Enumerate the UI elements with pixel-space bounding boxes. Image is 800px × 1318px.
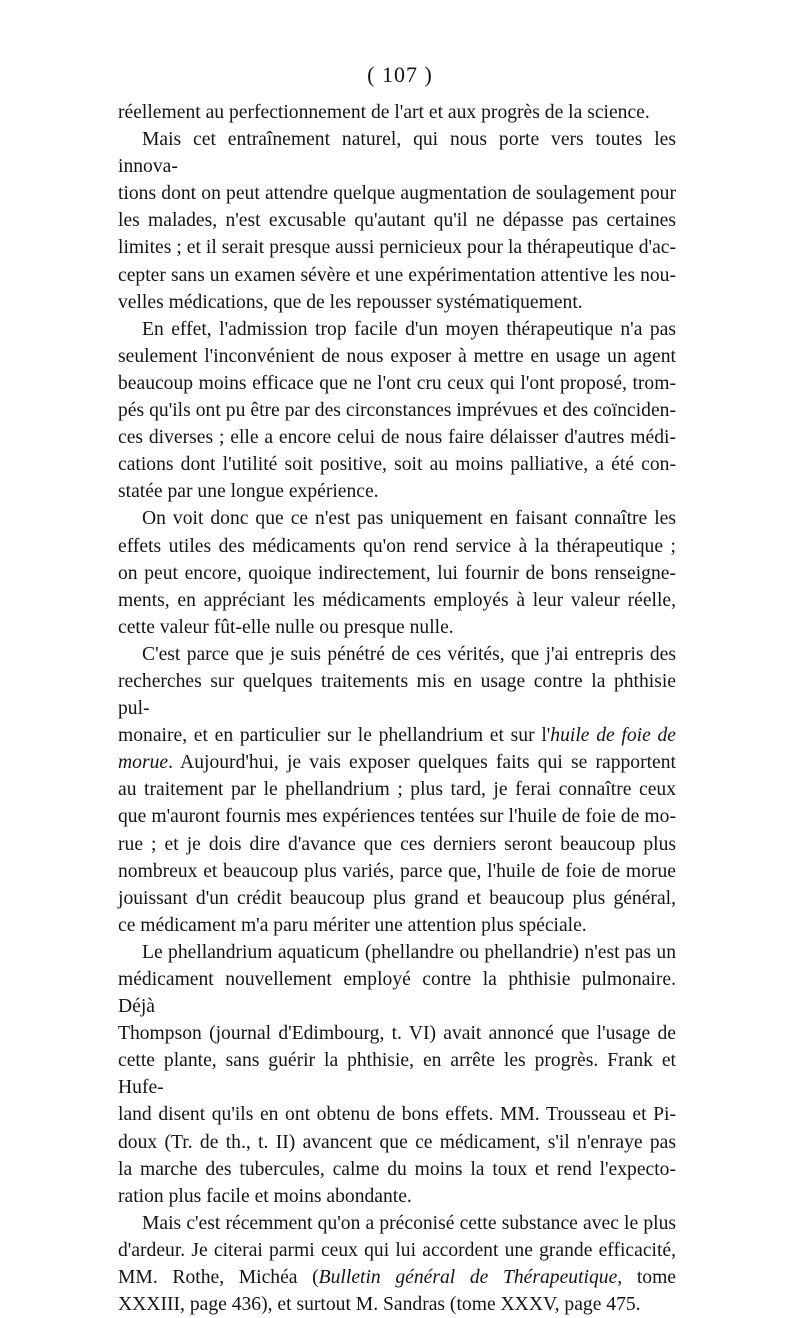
text-line: ments, en appréciant les médicaments employés à leur valeur réelle, — [118, 589, 676, 611]
text-line: cations dont l'utilité soit positive, soit au moins palliative, a été con- — [118, 454, 676, 476]
text-line: nombreux et beaucoup plus variés, parce que, l'huile de foie de morue — [118, 860, 676, 882]
paragraph — [118, 505, 676, 640]
paragraph — [118, 99, 676, 126]
text-line: effets utiles des médicaments qu'on rend service à la thérapeutique ; — [118, 535, 676, 557]
text-line: tions dont on peut attendre quelque augmentation de soulagement pour — [118, 183, 676, 205]
text-line: la marche des tubercules, calme du moins la toux et rend l'expecto- — [118, 1158, 676, 1180]
text-line: recherches sur quelques traitements mis en usage contre la phthisie pul- — [118, 670, 676, 720]
text-line: au traitement par le phellandrium ; plus tard, je ferai connaître ceux — [118, 779, 676, 801]
text-line: MM. Rothe, Michéa (Bulletin général de Thérapeutique, tome — [118, 1267, 677, 1289]
text-line: cepter sans un examen sévère et une expérimentation attentive les nou- — [118, 264, 676, 286]
paragraph — [118, 316, 676, 506]
text-line: rue ; et je dois dire d'avance que ces derniers seront beaucoup plus — [118, 833, 676, 855]
text-line: Le phellandrium aquaticum (phellandre ou phellandrie) n'est pas un — [142, 941, 676, 963]
paragraph — [118, 126, 676, 316]
text-line: monaire, et en particulier sur le phellandrium et sur l'huile de foie de — [118, 725, 676, 747]
text-line: Mais c'est récemment qu'on a préconisé cette substance avec le plus — [142, 1212, 676, 1234]
paragraph — [118, 1210, 676, 1318]
text-line: on peut encore, quoique indirectement, lui fournir de bons renseigne- — [118, 562, 676, 584]
text-line: beaucoup moins efficace que ne l'ont cru ceux qui l'ont proposé, trom- — [118, 372, 676, 394]
text-line: land disent qu'ils en ont obtenu de bons effets. MM. Trousseau et Pi- — [118, 1104, 676, 1126]
text-line: réellement au perfectionnement de l'art et aux progrès de la science. — [118, 102, 650, 123]
text-line: cette plante, sans guérir la phthisie, en arrête les progrès. Frank et Hufe- — [118, 1050, 676, 1099]
text-line: Thompson (journal d'Edimbourg, t. VI) avait annoncé que l'usage de — [118, 1023, 676, 1045]
text-line: On voit donc que ce n'est pas uniquement en faisant connaître les — [142, 508, 676, 530]
text-line: cette valeur fût-elle nulle ou presque nulle. — [118, 616, 454, 638]
text-line: ration plus facile et moins abondante. — [118, 1185, 412, 1207]
paragraph — [118, 939, 676, 1210]
text-line: d'ardeur. Je citerai parmi ceux qui lui accordent une grande efficacité, — [118, 1239, 676, 1261]
text-line: seulement l'inconvénient de nous exposer à mettre en usage un agent — [118, 345, 676, 367]
text-line: médicament nouvellement employé contre la phthisie pulmonaire. Déjà — [118, 969, 676, 1018]
text-line: ce médicament m'a paru mériter une attention plus spéciale. — [118, 914, 587, 936]
text-line: les malades, n'est excusable qu'autant qu'il ne dépasse pas certaines — [118, 210, 676, 232]
paragraph — [118, 641, 676, 939]
text-line: statée par une longue expérience. — [118, 481, 379, 503]
page-number: ( 107 ) — [367, 62, 433, 87]
text-line: jouissant d'un crédit beaucoup plus grand et beaucoup plus général, — [118, 887, 676, 909]
text-line: doux (Tr. de th., t. II) avancent que ce médicament, s'il n'enraye pas — [118, 1131, 676, 1153]
text-line: C'est parce que je suis pénétré de ces vérités, que j'ai entrepris des — [142, 643, 676, 665]
text-line: Mais cet entraînement naturel, qui nous porte vers toutes les innova- — [118, 129, 676, 178]
text-line: morue. Aujourd'hui, je vais exposer quelques faits qui se rapportent — [118, 752, 676, 774]
text-line: pés qu'ils ont pu être par des circonstances imprévues et des coïnciden- — [118, 400, 676, 422]
text-line: En effet, l'admission trop facile d'un moyen thérapeutique n'a pas — [142, 318, 676, 340]
text-line: velles médications, que de les repousser systématiquement. — [118, 291, 583, 313]
body-text — [118, 99, 676, 1318]
text-line: limites ; et il serait presque aussi pernicieux pour la thérapeutique d'ac- — [118, 237, 676, 259]
text-line: ces diverses ; elle a encore celui de nous faire délaisser d'autres médi- — [118, 427, 676, 449]
text-line: XXXIII, page 436), et surtout M. Sandras (tome XXXV, page 475. — [118, 1294, 641, 1316]
text-line: que m'auront fournis mes expériences tentées sur l'huile de foie de mo- — [118, 806, 676, 828]
